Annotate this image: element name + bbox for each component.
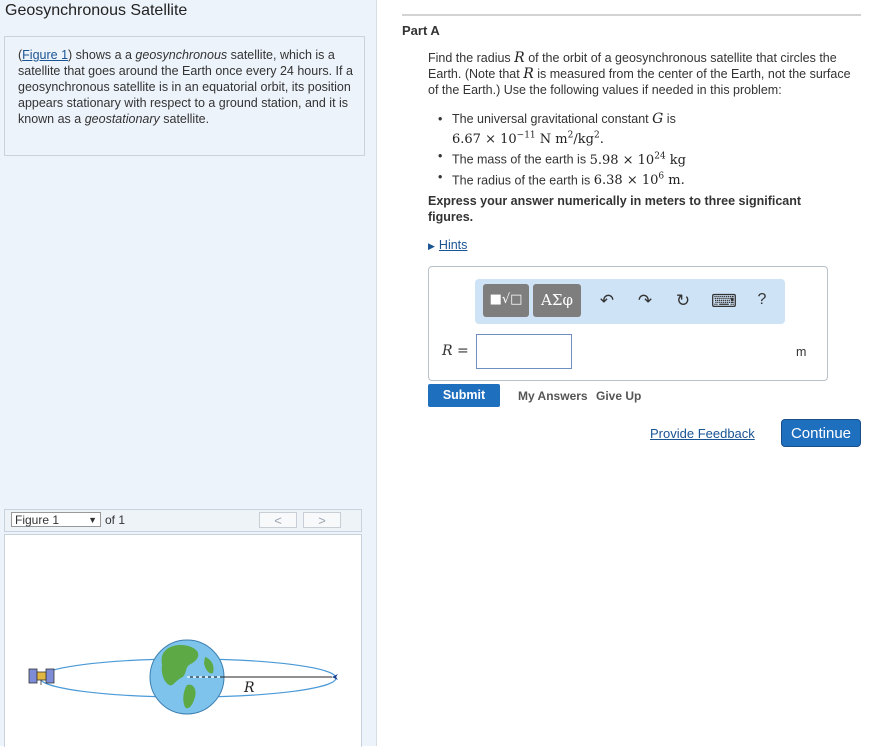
figure-select[interactable] [11,512,101,527]
math-var: G [652,111,664,127]
unit-exponent: 2 [593,131,600,141]
prev-figure-button[interactable]: < [259,512,297,528]
value-unit: m [664,172,681,188]
dropdown-arrow-icon: ▼ [88,515,97,525]
divider [402,14,861,16]
give-up-button[interactable]: Give Up [596,389,642,403]
page-title: Geosynchronous Satellite [5,2,188,19]
question-segment: of the orbit of a geosynchronous satellite that circles the Earth. (Note that [428,51,837,81]
radius-label: R [244,680,255,696]
left-panel [0,0,377,746]
provide-feedback-link[interactable]: Provide Feedback [650,426,755,441]
undo-icon[interactable]: ↶ [599,291,615,310]
given-text: The universal gravitational constant [452,112,653,126]
given-text: is [663,112,676,126]
math-var: R [514,50,525,66]
math-var: R [523,66,534,82]
my-answers-button[interactable]: My Answers [518,389,588,403]
problem-intro [4,36,365,156]
given-value [590,153,686,168]
answer-unit: m [796,345,807,359]
intro-text: satellite. [159,112,210,126]
value-mantissa: 6.67 × 10 [452,132,517,148]
given-earth-radius [452,169,852,189]
hints-link[interactable]: Hints [438,238,468,252]
answer-instruction: Express your answer numerically in meters to three significant figures. [428,194,802,224]
continue-button[interactable]: Continue [781,419,861,447]
answer-variable-label: R = [442,343,469,359]
value-unit: /kg [573,132,594,148]
next-figure-button[interactable]: > [303,512,341,528]
help-icon[interactable]: ? [757,291,767,308]
value-unit: N m [535,132,568,148]
math-toolbar [475,279,785,324]
given-values [452,111,852,189]
greek-symbols-button[interactable]: ΑΣφ [533,284,581,317]
figure-select-value: Figure 1 [15,513,60,527]
intro-text: ) shows a a [68,48,136,62]
answer-panel [428,266,828,381]
intro-text: satellite, which is a satellite that goes around the Earth once every 24 hours. If a geosynchronous satellite is in an equatorial orbit, its position appears stationary with respect to a ground station, and it is known as a [18,48,353,126]
figure-toolbar [4,509,362,532]
given-value [594,173,685,188]
value-end: . [599,132,604,148]
submit-button[interactable]: Submit [428,384,500,407]
unit-exponent: 2 [567,131,574,141]
value-mantissa: 5.98 × 10 [589,152,655,168]
redo-icon[interactable]: ↷ [637,291,653,310]
orbit-diagram [5,535,361,747]
given-text: The radius of the earth is [452,172,594,187]
template-button[interactable]: ■√□ [483,284,529,317]
question-segment: is measured from the center of the Earth, not the surface of the Earth.) Use the following values if needed in this problem: [428,67,851,97]
expand-triangle-icon: ▶ [428,241,435,251]
keyboard-icon[interactable]: ⌨ [711,291,737,311]
value-mantissa: 6.38 × 10 [593,172,659,188]
satellite-icon [29,669,54,685]
reset-icon[interactable]: ↻ [675,291,691,310]
value-exponent: 6 [658,171,665,182]
value-unit: kg [665,152,687,168]
question-segment: Find the radius [428,51,515,65]
given-earth-mass [452,148,852,168]
intro-text: ( [18,48,23,62]
given-text: The mass of the earth is [452,152,590,167]
intro-emphasis: geosynchronous [135,48,228,62]
part-title: Part A [402,23,440,38]
right-panel [376,0,878,746]
question-text [428,50,860,98]
value-end: . [680,172,685,188]
given-value [452,132,604,147]
answer-input[interactable] [476,334,572,369]
hints-toggle[interactable] [428,238,467,252]
given-gravitational-constant [452,111,852,148]
figure-count: of 1 [105,513,126,527]
value-exponent: −11 [516,131,536,141]
value-exponent: 24 [654,151,666,162]
figure-canvas [4,534,362,747]
intro-emphasis: geostationary [84,112,160,126]
figure-1-link[interactable]: Figure 1 [22,48,69,62]
